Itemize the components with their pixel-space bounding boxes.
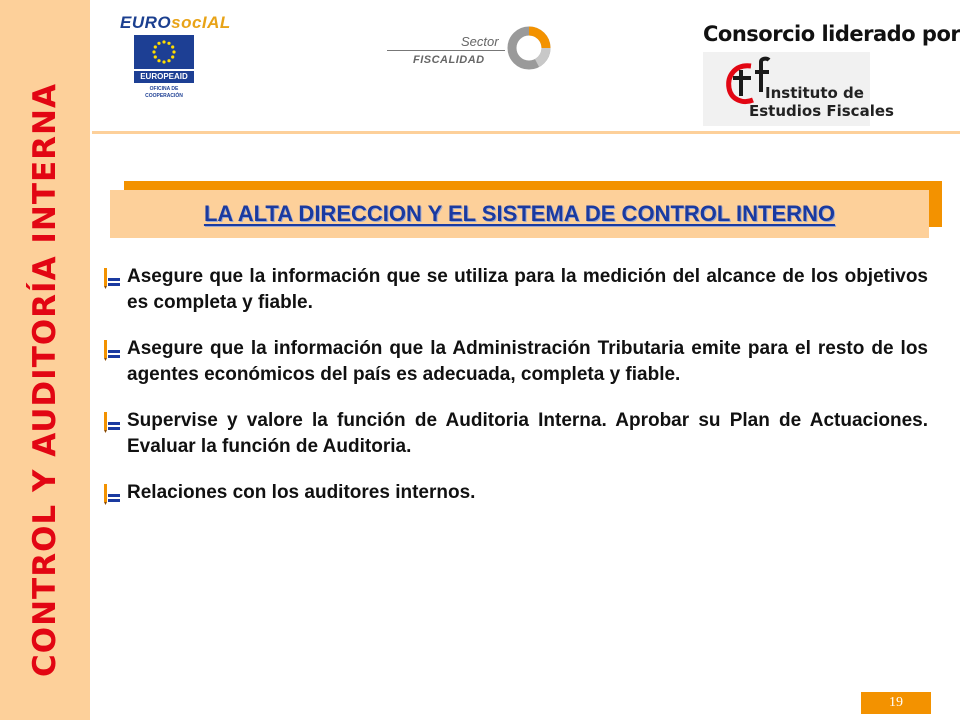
fiscalidad-word: FISCALIDAD [413, 54, 485, 66]
europeaid-label: EUROPEAID [134, 71, 194, 83]
list-item [100, 408, 928, 460]
pen-bullet-icon [100, 410, 122, 434]
bullet-text: Relaciones con los auditores internos. [127, 482, 476, 503]
europeaid-office: OFICINA DE COOPERACIÓN [145, 86, 183, 99]
title-banner [110, 190, 929, 238]
sector-word: Sector [461, 34, 499, 49]
list-item [100, 336, 928, 388]
bullet-text: Asegure que la información que la Administración Tributaria emite para el resto de los agentes económicos del país es adecuada, completa y fiable. [127, 338, 928, 385]
sidebar [0, 0, 90, 720]
sector-ring-icon [505, 24, 553, 72]
sector-fiscalidad-logo [385, 20, 555, 80]
eurosocial-logo [120, 5, 231, 105]
eurosocial-wordmark: EUROsocIAL [120, 13, 231, 32]
ief-name: Instituto de Estudios Fiscales [749, 84, 894, 120]
list-item [100, 264, 928, 316]
page-number: 19 [861, 692, 931, 714]
consortium-logo [703, 22, 960, 128]
eu-flag-icon [134, 35, 194, 69]
pen-bullet-icon [100, 338, 122, 362]
bullet-text: Supervise y valore la función de Auditoria Interna. Aprobar su Plan de Actuaciones. Evaluar la función de Auditoria. [127, 410, 928, 457]
bullet-text: Asegure que la información que se utiliza para la medición del alcance de los objetivos es completa y fiable. [127, 266, 928, 313]
header-divider [92, 131, 960, 134]
pen-bullet-icon [100, 266, 122, 290]
consortium-lead-text: Consorcio liderado por [703, 22, 960, 46]
sidebar-title: CONTROL Y AUDITORÍA INTERNA [27, 83, 63, 677]
sector-line [387, 50, 505, 51]
list-item [100, 480, 928, 506]
slide-title: LA ALTA DIRECCION Y EL SISTEMA DE CONTROL INTERNO [203, 201, 836, 226]
pen-bullet-icon [100, 482, 122, 506]
ief-logo-box [703, 52, 894, 126]
bullet-list [100, 264, 928, 526]
